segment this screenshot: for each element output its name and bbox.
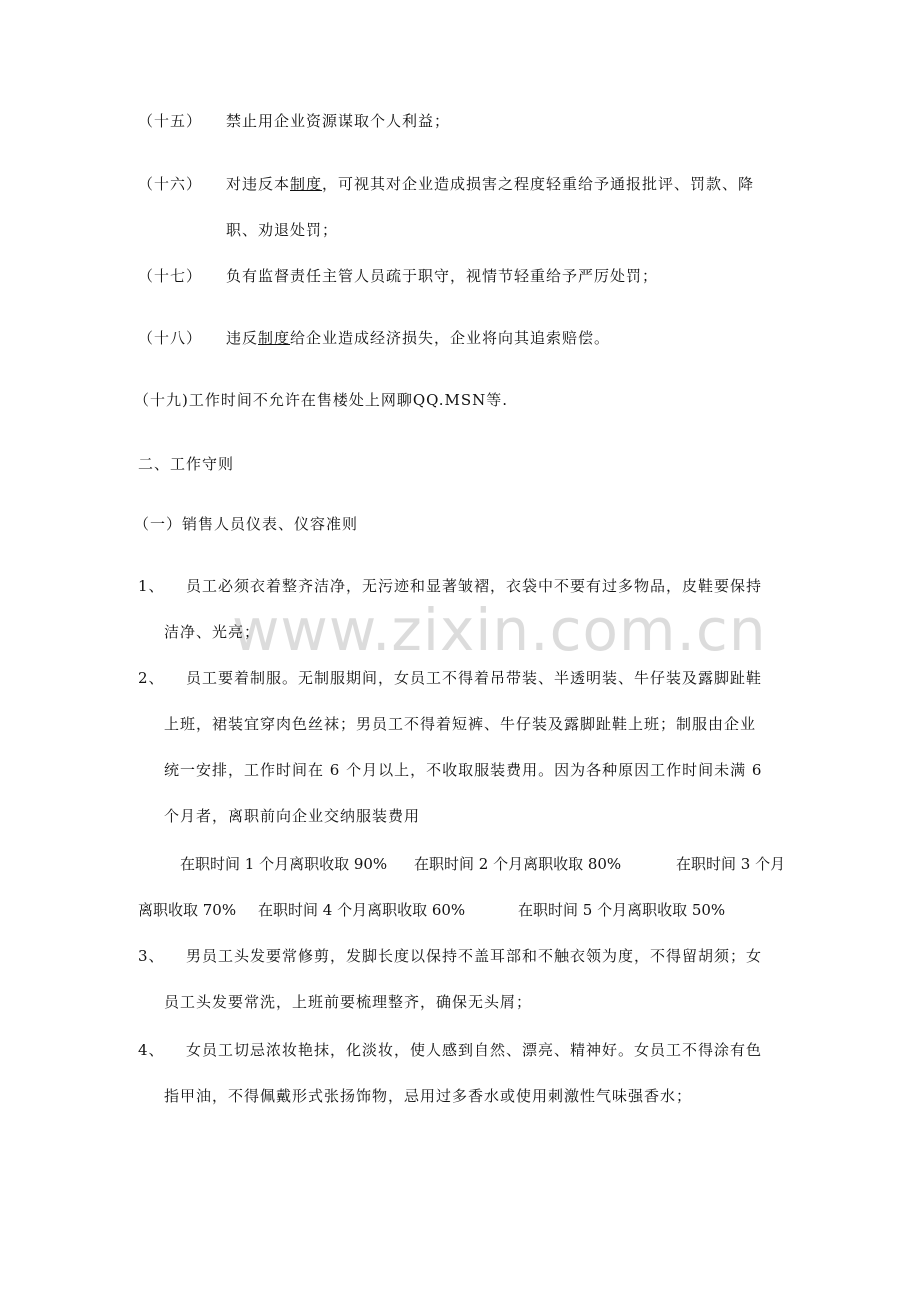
item-18-link[interactable]: 制度 <box>258 329 291 347</box>
rule-2-line-3: 统一安排，工作时间在 6 个月以上，不收取服装费用。因为各种原因工作时间未满 6 <box>164 761 763 779</box>
rule-2-line-4: 个月者，离职前向企业交纳服装费用 <box>164 807 421 825</box>
fee-month-5: 在职时间 5 个月离职收取 50% <box>518 901 726 919</box>
rule-4-number: 4、 <box>138 1041 165 1059</box>
rule-1-line-2: 洁净、光亮； <box>164 623 261 641</box>
fee-month-4: 在职时间 4 个月离职收取 60% <box>258 901 466 919</box>
item-17-number: （十七） <box>138 267 203 285</box>
fee-month-2: 在职时间 2 个月离职收取 80% <box>414 855 622 873</box>
item-15-text: 禁止用企业资源谋取个人利益； <box>226 112 451 130</box>
rule-3-line-1: 男员工头发要常修剪，发脚长度以保持不盖耳部和不触衣领为度，不得留胡须；女 <box>186 947 763 965</box>
item-19-text: （十九)工作时间不允许在售楼处上网聊QQ.MSN等. <box>134 391 508 409</box>
watermark: www.zixin.com.cn <box>232 596 767 664</box>
item-18-number: （十八） <box>138 329 203 347</box>
rule-3-number: 3、 <box>138 947 165 965</box>
rule-1-line-1: 员工必须衣着整齐洁净，无污迹和显著皱褶，衣袋中不要有过多物品，皮鞋要保持 <box>186 577 763 595</box>
rule-3-line-2: 员工头发要常洗，上班前要梳理整齐，确保无头屑； <box>164 993 533 1011</box>
item-16-post: ，可视其对企业造成损害之程度轻重给予通报批评、罚款、降 <box>322 175 755 193</box>
item-18-post: 给企业造成经济损失，企业将向其追索赔偿。 <box>290 329 611 347</box>
item-16-text <box>226 174 754 194</box>
item-16-continued: 职、劝退处罚； <box>226 221 339 239</box>
section-title: 二、工作守则 <box>138 455 235 473</box>
item-16-pre: 对违反本 <box>226 175 291 193</box>
rule-2-number: 2、 <box>138 669 165 687</box>
item-15-number: （十五） <box>138 112 203 130</box>
item-18-pre: 违反 <box>226 329 259 347</box>
subsection-title: （一）销售人员仪表、仪容准则 <box>134 515 359 533</box>
rule-4-line-1: 女员工切忌浓妆艳抹，化淡妆，使人感到自然、漂亮、精神好。女员工不得涂有色 <box>186 1041 763 1059</box>
item-18-text <box>226 328 610 348</box>
rule-1-number: 1、 <box>138 577 165 595</box>
rule-2-line-1: 员工要着制服。无制服期间，女员工不得着吊带装、半透明装、牛仔装及露脚趾鞋 <box>186 669 763 687</box>
item-16-link[interactable]: 制度 <box>290 175 323 193</box>
rule-2-line-2: 上班，裙装宜穿肉色丝袜；男员工不得着短裤、牛仔装及露脚趾鞋上班；制服由企业 <box>164 715 757 733</box>
fee-month-1: 在职时间 1 个月离职收取 90% <box>180 855 388 873</box>
item-16-number: （十六） <box>138 175 203 193</box>
fee-month-3b: 离职收取 70% <box>138 901 237 919</box>
fee-month-3a: 在职时间 3 个月 <box>676 855 786 873</box>
item-17-text: 负有监督责任主管人员疏于职守，视情节轻重给予严厉处罚； <box>226 267 659 285</box>
rule-4-line-2: 指甲油，不得佩戴形式张扬饰物，忌用过多香水或使用刺激性气味强香水； <box>164 1087 693 1105</box>
